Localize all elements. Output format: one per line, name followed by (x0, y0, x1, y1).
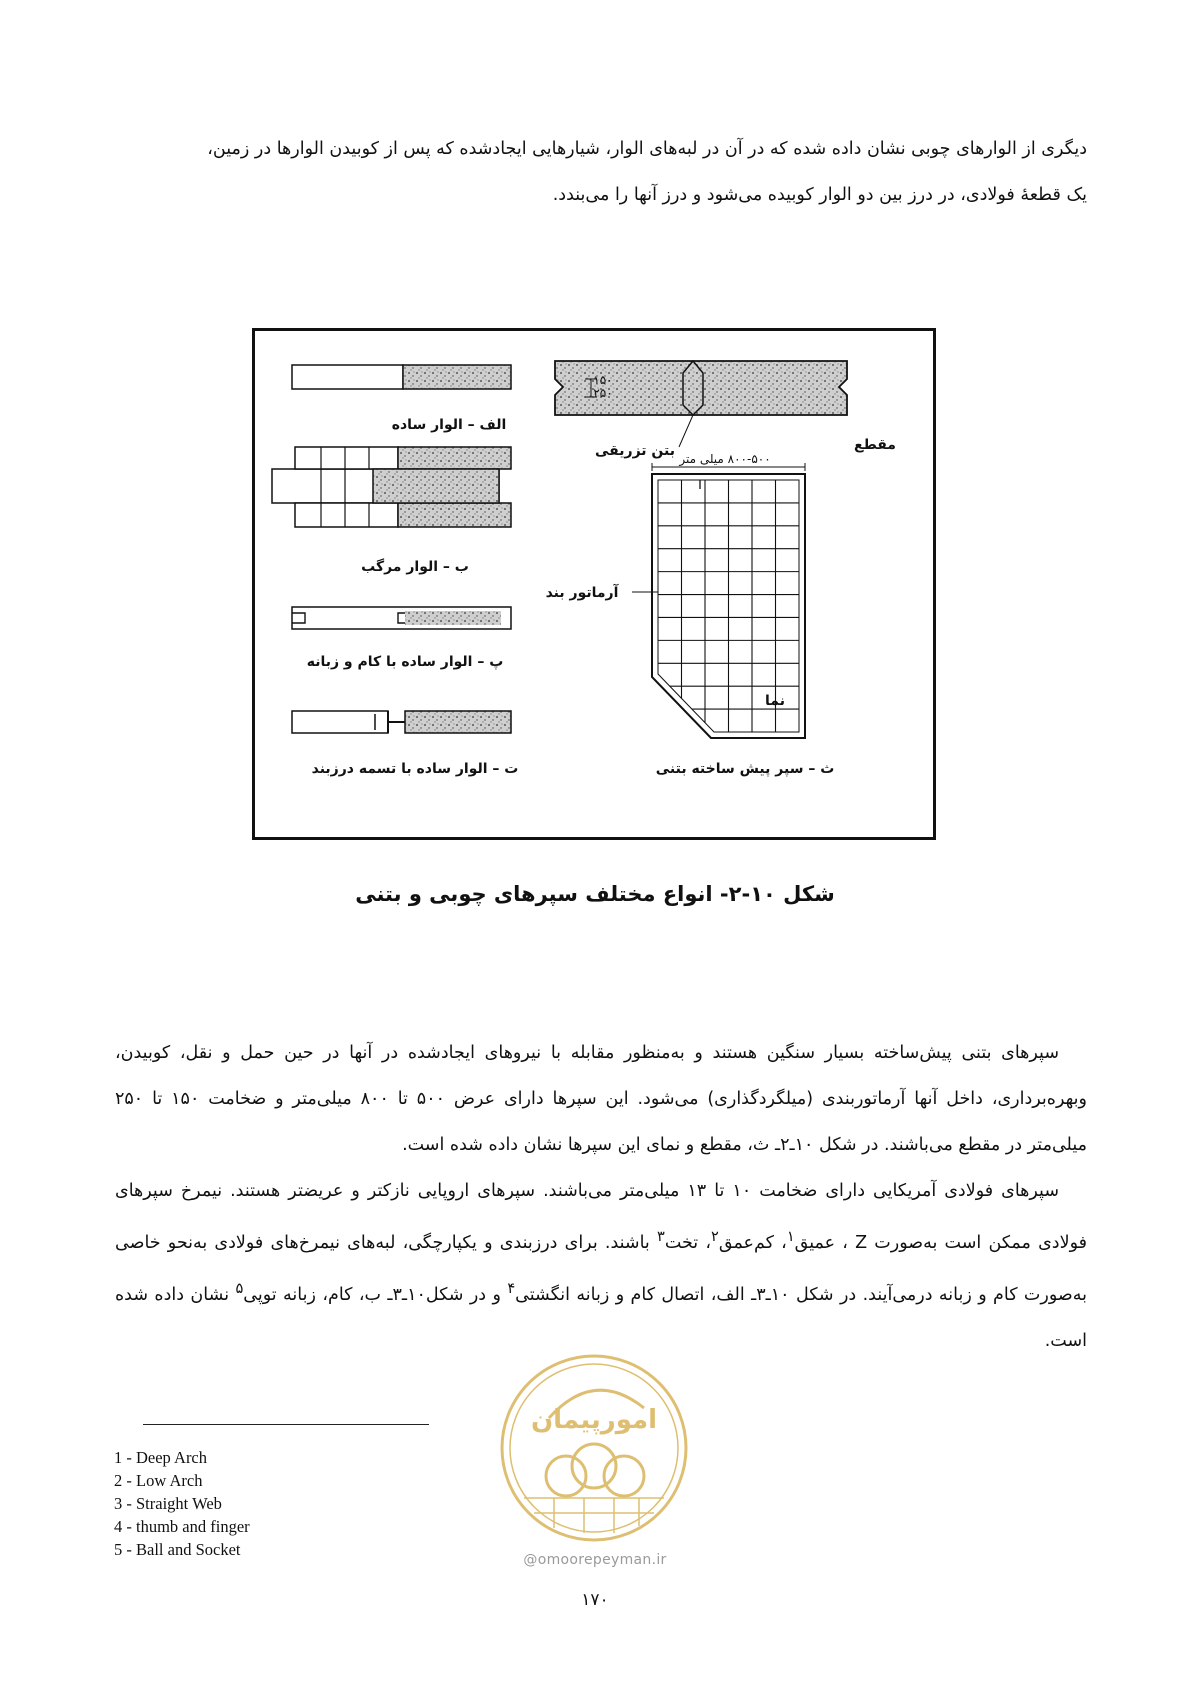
label-width: ۸۰۰-۵۰۰ میلی متر (679, 452, 771, 466)
footnote-ref-3: ۳ (656, 1228, 665, 1245)
steel-text-d: باشند. برای درزبندی و یکپارچگی، لبه‌های نیمرخ‌های فولادی به‌نحو خاصی به‌صورت کام و زبانه درمی‌آیند. در شکل ۱۰ـ۳ـ الف، اتصال کام و زبانه انگشتی (115, 1232, 1088, 1305)
label-concrete-pile: ث – سپر پیش ساخته بتنی (655, 761, 835, 777)
label-plain-plank: الف – الوار ساده (391, 417, 507, 433)
footnote-ref-5: ۵ (235, 1279, 244, 1297)
label-composite-plank: ب – الوار مرگب (361, 559, 469, 575)
footnote-item: 3 - Straight Web (114, 1494, 222, 1513)
intro-paragraph (115, 126, 1087, 218)
sealed-plank-drawing (292, 711, 511, 733)
paragraph-steel-piles (115, 1168, 1087, 1364)
figure-sheet-piles (252, 328, 936, 840)
footnote-ref-2: ۲ (711, 1228, 719, 1245)
tongue-groove-plank-drawing (292, 607, 511, 629)
paragraph-concrete-piles: سپرهای بتنی پیش‌ساخته بسیار سنگین هستند و به‌منظور مقابله با نیروهای ایجادشده در آنها در حین حمل و نقل، کوبیدن، وبهره‌برداری، داخل آنها آرماتوربندی (میلگردگذاری) می‌شود. این سپرها دارای عرض ۵۰۰ تا ۸۰۰ میلی‌متر و ضخامت ۱۵۰ تا ۲۵۰ میلی‌متر در مقطع می‌باشند. در شکل ۱۰ـ۲ـ ث، مقطع و نمای این سپرها نشان داده شده است. (115, 1043, 1088, 1155)
watermark-site-text: omoorepeyman.ir (537, 1552, 667, 1568)
steel-text-f: نشان داده شده است. (115, 1284, 1087, 1351)
intro-line-1: دیگری از الوارهای چوبی نشان داده شده که در آن در لبه‌های الوار، شیارهایی ایجادشده که پس از کوبیدن الوارها در زمین، (207, 139, 1087, 159)
label-grout: بتن تزریقی (595, 443, 675, 459)
steel-text-c: ، تخت (664, 1232, 711, 1253)
label-tongue-groove-plank: پ – الوار ساده با کام و زبانه (306, 654, 504, 670)
steel-text-e: و در شکل۱۰ـ۳ـ ب، کام، زبانه توپی (243, 1284, 508, 1305)
dim-250: ۲۵۰ (593, 386, 613, 400)
footnote-item: 1 - Deep Arch (114, 1448, 208, 1467)
watermark-logo (494, 1348, 694, 1548)
label-sealed-plank: ت – الوار ساده با تسمه درزبند (311, 761, 519, 777)
body-paragraphs (115, 1030, 1087, 1364)
footnote-item: 4 - thumb and finger (114, 1517, 250, 1536)
intro-line-2: یک قطعهٔ فولادی، در درز بین دو الوار کوبیده می‌شود و درز آنها را می‌بندد. (552, 185, 1087, 205)
figure-caption: شکل ۱۰-۲- انواع مختلف سپرهای چوبی و بتنی (355, 882, 835, 906)
steel-text-b: ، کم‌عمق (718, 1232, 787, 1253)
composite-plank-drawing (272, 447, 511, 527)
page-number: ۱۷۰ (581, 1590, 609, 1610)
footnote-ref-4: ۴ (507, 1279, 516, 1297)
label-section: مقطع (854, 437, 896, 453)
steel-text-a: سپرهای فولادی آمریکایی دارای ضخامت ۱۰ تا ۱۳ میلی‌متر می‌باشند. سپرهای اروپایی نازکتر و عریضتر هستند. نیمرخ سپرهای فولادی ممکن است به‌صورت Z ، عمیق (115, 1181, 1087, 1253)
sheet-pile-diagram (255, 331, 933, 837)
plain-plank-drawing (292, 365, 511, 389)
footnotes-list (114, 1446, 250, 1561)
footnote-item: 5 - Ball and Socket (114, 1540, 241, 1559)
watermark-logo-text: امورپیمان (530, 1405, 658, 1435)
footnote-ref-1: ۱ (786, 1228, 795, 1245)
watermark-site: @omoorepeyman.ir (523, 1552, 667, 1568)
footnote-divider (143, 1424, 429, 1425)
label-elevation: نما (765, 693, 785, 709)
footnote-item: 2 - Low Arch (114, 1471, 203, 1490)
dim-150: ۱۵۰ (593, 373, 613, 387)
label-rebar: آرماتور بند (545, 585, 619, 601)
